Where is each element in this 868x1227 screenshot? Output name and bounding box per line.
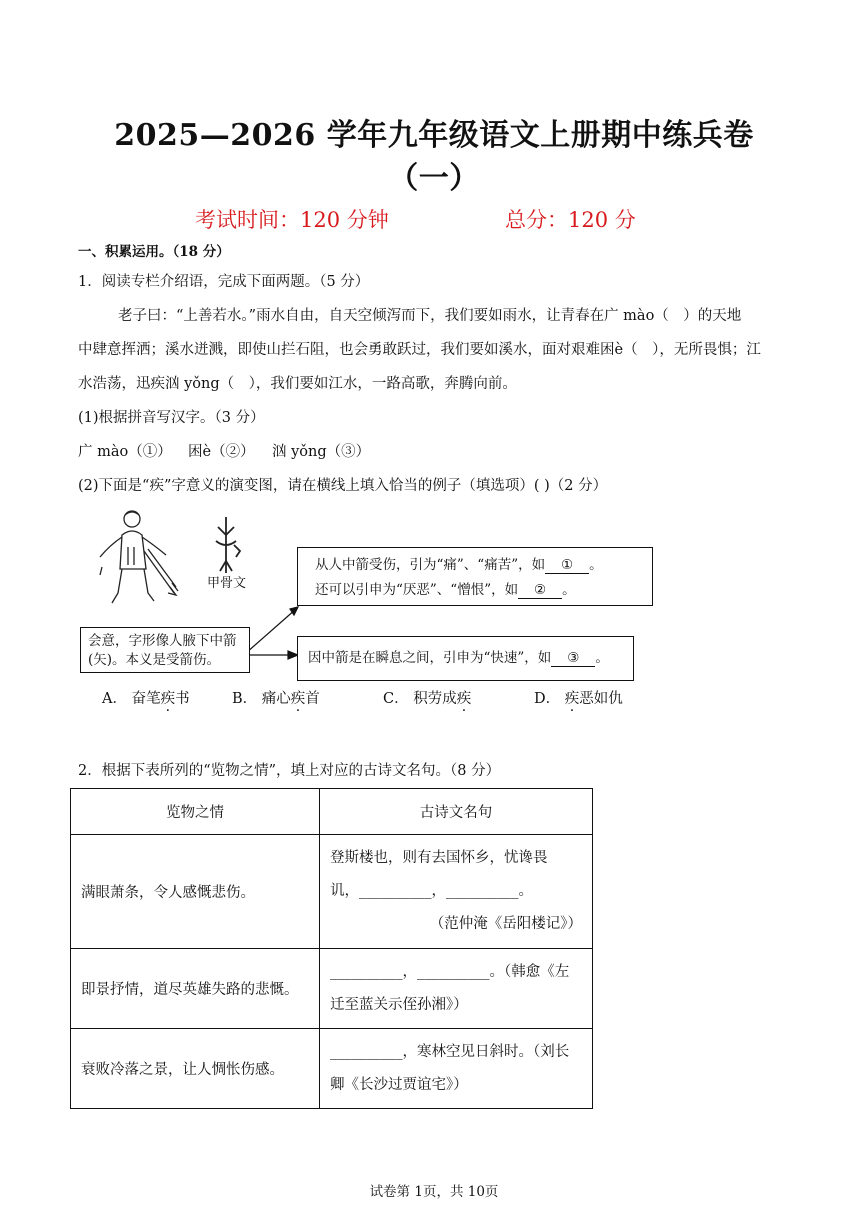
option-c[interactable]: [383, 692, 471, 707]
poem-cell: [320, 1029, 593, 1109]
origin-text-line-2: (矢)。本义是受箭伤。: [88, 652, 221, 668]
poem-line[interactable]: 讥，__________，__________。: [330, 883, 533, 899]
passage-line-2: 中肆意挥洒；溪水迸溅，即使山拦石阻，也会勇敢跃过，我们要如溪水，面对艰难困è（ ），无所畏惧；江: [78, 342, 761, 358]
option-text: 奋笔: [131, 691, 161, 707]
feeling-cell: 满眼萧条，令人感慨悲伤。: [71, 835, 320, 949]
question-2-stem: 2．根据下表所列的“览物之情”，填上对应的古诗文名句。（8 分）: [78, 763, 501, 779]
table-row: [71, 949, 593, 1029]
box1-line-1: [315, 559, 603, 574]
option-text: 首: [305, 691, 320, 707]
poem-cell: [320, 835, 593, 949]
option-text: 书: [175, 691, 190, 707]
emphasis-char: 疾: [290, 691, 306, 707]
total-score: 总分：120 分: [505, 208, 636, 232]
option-text: 积劳成: [413, 691, 457, 707]
exam-title: 2025—2026 学年九年级语文上册期中练兵卷: [114, 118, 754, 153]
subquestion-1-stem: (1)根据拼音写汉字。（3 分）: [78, 410, 265, 426]
box1-line2-end: 。: [562, 582, 576, 598]
table-row: [71, 1029, 593, 1109]
box1-line-2: [315, 584, 576, 599]
box2-text: 因中箭是在瞬息之间，引申为“快速”，如: [308, 650, 552, 666]
poem-line[interactable]: 登斯楼也，则有去国怀乡，忧谗畏: [330, 850, 548, 866]
blank-2: ②: [518, 584, 562, 599]
option-b[interactable]: [232, 692, 320, 707]
option-letter: D．: [534, 691, 561, 707]
box2-end: 。: [595, 650, 609, 666]
pinyin-item-2: 困è（②）: [188, 444, 255, 460]
poem-line[interactable]: __________，__________。（韩愈《左: [330, 963, 570, 980]
option-text: 恶如仇: [579, 691, 623, 707]
table-header-row: [71, 789, 593, 835]
blank-1: ①: [545, 559, 589, 574]
emphasis-char: 疾: [564, 691, 580, 707]
extended-meaning-box: [297, 547, 653, 606]
passage-line-3: 水浩荡，迅疾汹 yǒng（ ），我们要如江水，一路高歌，奔腾向前。: [78, 376, 517, 392]
poem-line: 迁至蓝关示侄孙湘》）: [330, 996, 468, 1013]
exam-title-part: （一）: [388, 161, 480, 196]
pinyin-item-3: 汹 yǒng（③）: [272, 444, 371, 460]
subquestion-2-stem: (2)下面是“疾”字意义的演变图，请在横线上填入恰当的例子（填选项）( )（2 分）: [78, 478, 608, 494]
section-heading: 一、积累运用。（18 分）: [78, 244, 230, 260]
exam-time: 考试时间：120 分钟: [195, 208, 389, 232]
option-letter: C．: [383, 691, 409, 707]
poem-line: 卿《长沙过贾谊宅》）: [330, 1076, 468, 1093]
box2-line: [308, 652, 609, 667]
box1-line1-text: 从人中箭受伤，引为“痛”、“痛苦”，如: [315, 557, 546, 573]
blank-3: ③: [551, 652, 595, 667]
oracle-bone-label: 甲骨文: [207, 576, 247, 591]
oracle-bone-glyph-icon: [216, 517, 240, 573]
poem-line[interactable]: __________，寒林空见日斜时。（刘长: [330, 1043, 570, 1060]
table-header: 古诗文名句: [320, 789, 593, 835]
option-text: 痛心: [261, 691, 291, 707]
poem-cell: [320, 949, 593, 1029]
box1-line1-end: 。: [589, 557, 603, 573]
passage-line-1: 老子曰：“上善若水。”雨水自由，自天空倾泻而下，我们要如雨水，让青春在广 mào（ ）的天地: [118, 308, 742, 324]
box1-line2-text: 还可以引申为“厌恶”、“憎恨”，如: [315, 582, 519, 598]
feeling-cell: 衰败冷落之景，让人惆怅伤感。: [71, 1029, 320, 1109]
fast-meaning-box: [297, 636, 634, 681]
origin-meaning-box: [80, 627, 250, 673]
poem-source: （范仲淹《岳阳楼记》）: [429, 916, 582, 932]
poem-table: [70, 788, 593, 1109]
arrow-wounded-person-icon: [100, 511, 178, 603]
question-1-stem: 1．阅读专栏介绍语，完成下面两题。（5 分）: [78, 274, 370, 290]
pinyin-item-1: 广 mào（①）: [78, 444, 172, 460]
option-letter: A．: [102, 691, 127, 707]
emphasis-char: 疾: [456, 691, 472, 707]
table-header: 览物之情: [71, 789, 320, 835]
emphasis-char: 疾: [160, 691, 176, 707]
page-number: 试卷第 1页，共 10页: [369, 1184, 499, 1200]
origin-text-line-1: 会意，字形像人腋下中箭: [88, 633, 237, 649]
option-d[interactable]: [534, 692, 623, 707]
option-letter: B．: [232, 691, 258, 707]
feeling-cell: 即景抒情，道尽英雄失路的悲慨。: [71, 949, 320, 1029]
table-row: [71, 835, 593, 949]
option-a[interactable]: [102, 692, 190, 707]
